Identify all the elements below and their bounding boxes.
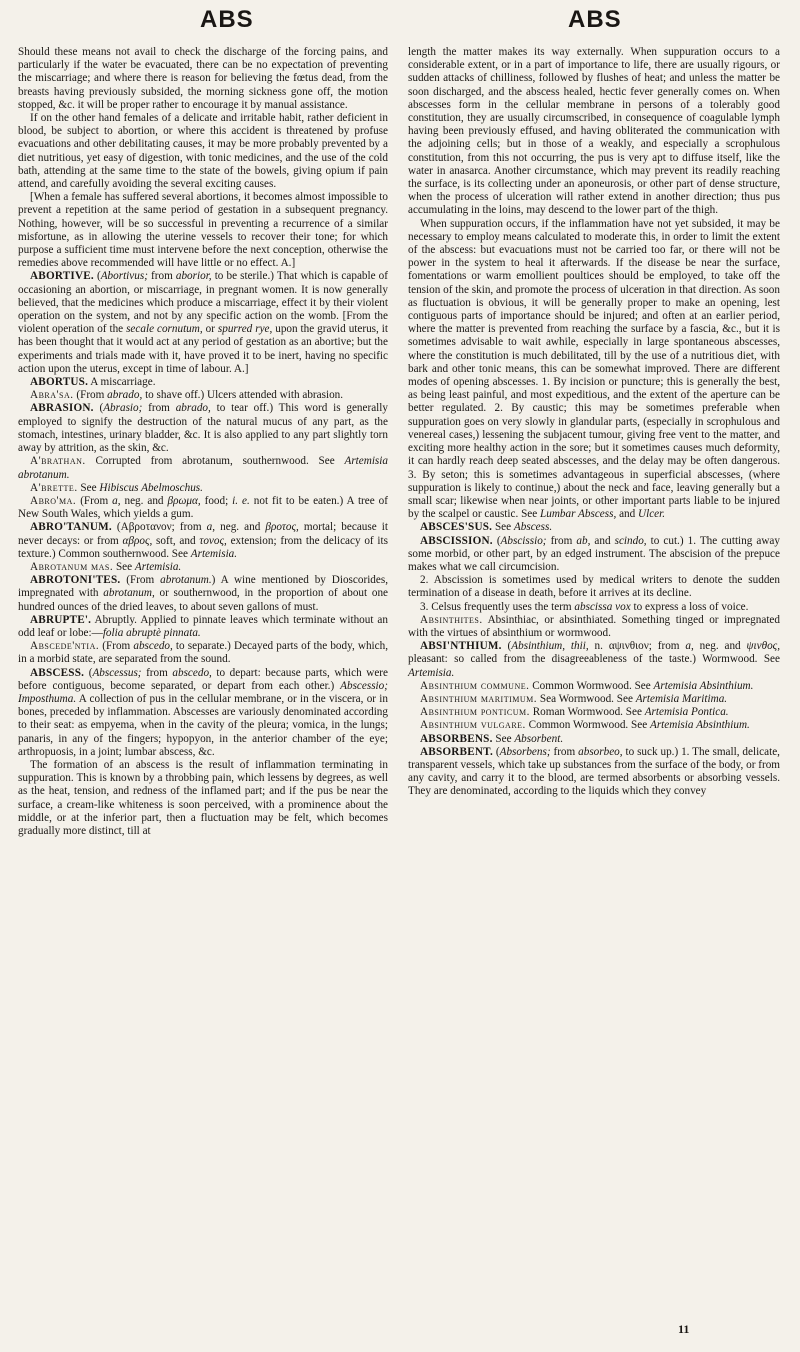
body-text: ) A wine mentioned by Dioscorides, impregnated with <box>18 574 389 600</box>
body-text: length the matter makes its way externally. When suppuration occurs to a considerable extent, or in a part of importance to life, there are usually rigours, or sudden attacks of chilliness, followed by flushes of heat; and unless the matter be soon discharged, and the abscess healed, hectic fever generally comes on. When abscesses form in the cellular membrane in persons of a tolerably good constitution, they are usually circumscribed, in consequence of coagulable lymph having been previously effused, and having obliterated the communication with the adjoining cells; but in those of a weakly, and especially a scrophulous constitution, from this not occurring, the pus is very apt to diffuse itself, like the water in anasarca. Another circumstance, which may prevent its readily reaching the surface, is its collecting under an aponeurosis, or other part of dense structure, when the process of ulceration will rather extend in another direction; thus pus accumulating in the loins, may descend to the lower part of the thigh. <box>408 46 780 217</box>
body-text: Corrupted from abrotanum, southernwood. See <box>85 455 345 468</box>
italic-text: a, <box>685 640 694 653</box>
dictionary-entry <box>408 693 780 706</box>
body-text: See <box>492 732 515 745</box>
italic-text: Absorbent. <box>514 732 564 745</box>
headword: Absinthium ponticum. <box>420 706 530 719</box>
italic-text: αβρος, <box>122 534 153 547</box>
headword: ABSORBENS. <box>420 732 493 745</box>
italic-text: Artemisia. <box>190 547 238 560</box>
paragraph <box>408 46 780 218</box>
body-text: A miscarriage. <box>88 376 156 389</box>
body-text: pleasant: so called from the disagreeableness of the taste.) Wormwood. See <box>408 653 780 666</box>
body-text: to express a loss of voice. <box>630 600 749 613</box>
dictionary-entry <box>408 706 780 719</box>
headword: Absinthium commune. <box>420 679 530 692</box>
body-text: from <box>550 745 579 758</box>
dictionary-entry <box>408 614 780 640</box>
running-head-left: ABS <box>200 6 254 33</box>
headword: ABSI'NTHIUM. <box>420 640 502 653</box>
body-text: Sea Wormwood. See <box>537 692 636 705</box>
italic-text: Lumbar Abscess, <box>540 508 617 521</box>
running-head <box>0 6 800 40</box>
body-text: When suppuration occurs, if the inflammation have not yet subsided, it may be necessary to employ means calculated to moderate this, in order to limit the extent of the abscess: but evacuations must not be carried too far, or there will not be power in the system to heal it afterwards. If the disease be near the surface, fomentations or warm emollient poultices should be employed, to take off the tension of the skin, and promote the process of ulceration in that direction. As soon as fluctuation is obvious, it will be generally proper to make an opening, lest contiguous parts of importance should be injured; and often at an earlier period, where the matter is prevented from reaching the surface by a fascia, &c., but it is sometimes advisable to wait awhile, especially in large spontaneous abscesses, where the constitution is much debilitated, till by the use of a nutritious diet, with bark and other tonic means, this can be somewhat improved. There are different modes of opening abscesses. 1. By incision or puncture; this is generally the best, as being least painful, and most expeditious, and the extent of the aperture can be better regulated. 2. By caustic; this may be sometimes preferable when suppuration goes on very slowly in glandular parts, (especially in scrophulous and venereal cases,) lessening the subjacent tumour, giving free vent to the matter, and exciting more healthy action in the sore; but it sometimes causes much deformity, it can hardly reach deep seated abscesses, and the delay may be often dangerous. 3. By seton; this is sometimes advantageous in superficial abscesses, (where suppuration is likely to continue,) about the neck and face, leaving generally but a small scar; likewise when near joints, or other important parts liable to be injured by the scalpel or caustic. See <box>408 217 780 521</box>
body-text: (From <box>99 640 134 653</box>
body-text: Common Wormwood. See <box>525 719 650 732</box>
paragraph <box>408 601 780 614</box>
body-text: (From <box>73 389 108 402</box>
paragraph <box>18 191 388 270</box>
headword: A'brathan. <box>30 455 86 468</box>
italic-text: Artemisia abrotanum. <box>18 455 388 481</box>
body-text: [When a female has suffered several abortions, it becomes almost impossible to prevent a repetition at the same period of gestation in a subsequent pregnancy. Nothing, however, will be so successful in preventing a recurrence of a similar misfortune, as in allowing the uterine vessels to recover their tone; for which purpose a sufficient time must intervene before the next conception, otherwise the remedies above recommended will have little or no effect. A.] <box>18 191 388 270</box>
dictionary-entry <box>18 455 388 481</box>
body-text: to tear off.) This word is generally employed to signify the destruction of the natural mucus of any part, as the stomach, intestines, urinary bladder, &c. It is also applied to any part slightly torn away by attrition, as the skin, &c. <box>18 402 388 455</box>
body-text: (From <box>120 574 161 587</box>
paragraph <box>18 759 388 838</box>
body-text: n. αψινθιον; from <box>588 640 686 653</box>
headword: ABORTUS. <box>30 376 89 389</box>
body-text: Should these means not avail to check the discharge of the forcing pains, and particularly if the water be evacuated, there can be no expectation of preventing the miscarriage; and where there is reason for believing the fœtus dead, from the breasts having previously subsided, the morning sickness gone off, the motion stopped, &c. it will be proper rather to encourage it by manual assistance. <box>18 46 388 111</box>
body-text: A collection of pus in the cellular membrane, or in the viscera, or in bones, preceded by inflammation. Abscesses are variously denominated according to their seat: as empyema, when in the cavity of the pleura; vomica, in the lungs; panaris, in any of the fingers; hypopyon, in the anterior chamber of the eye; arthropuosis, in a joint; lumbar abscess, &c. <box>18 692 388 758</box>
paragraph <box>408 574 780 600</box>
headword: ABSCESS. <box>30 666 85 679</box>
italic-text: a, <box>112 494 121 507</box>
body-text: 3. Celsus frequently uses the term <box>420 600 575 613</box>
paragraph <box>18 112 388 191</box>
dictionary-entry <box>408 640 780 680</box>
body-text: ( <box>492 745 500 758</box>
headword: Abrotanum mas. <box>30 560 114 573</box>
dictionary-entry <box>408 733 780 746</box>
italic-text: Ulcer. <box>638 508 666 521</box>
paragraph <box>18 46 388 112</box>
body-text: from <box>147 270 176 283</box>
italic-text: abrotanum, <box>103 587 155 600</box>
body-text: See <box>113 560 135 573</box>
italic-text: abrado, <box>175 402 211 415</box>
body-text: to depart: because parts, which were before contiguous, become separated, or depart from each other.) <box>18 666 388 692</box>
body-text: ( <box>93 402 104 415</box>
dictionary-entry <box>18 270 388 376</box>
body-text: to shave off.) Ulcers attended with abrasion. <box>142 389 344 402</box>
headword: A'brette. <box>30 481 78 494</box>
running-head-right: ABS <box>568 6 622 33</box>
italic-text: abscedo, <box>172 666 212 679</box>
dictionary-entry <box>18 389 388 402</box>
headword: ABORTIVE. <box>30 270 94 283</box>
body-text: to cut.) 1. The cutting away some morbid, or other part, by an edged instrument. The abscision of the prepuce makes what we call circumcision. <box>408 534 780 573</box>
signature-mark: 11 <box>678 1322 690 1336</box>
body-text: from <box>141 666 173 679</box>
body-text: to separate.) Decayed parts of the body, which, in a morbid state, are separated from the sound. <box>18 640 389 666</box>
italic-text: abscedo, <box>133 640 173 653</box>
body-text: (From <box>76 494 113 507</box>
body-text: soft, and <box>152 534 200 547</box>
dictionary-entry <box>18 574 388 614</box>
left-text-column <box>18 46 388 838</box>
headword: Absinthites. <box>420 613 483 626</box>
dictionary-entry <box>18 640 388 666</box>
headword: ABROTONI'TES. <box>30 574 121 587</box>
italic-text: ψινθος, <box>746 640 780 653</box>
dictionary-entry <box>18 521 388 561</box>
body-text: Absinthiac, or absinthiated. Something tinged or impregnated with the virtues of absinthium or wormwood. <box>408 613 780 639</box>
body-text: extension; from the delicacy of its texture.) Common southernwood. See <box>18 534 388 560</box>
italic-text: a, <box>206 521 216 534</box>
body-text: to be sterile.) That which is capable of occasioning an abortion, or miscarriage, in pregnant women. It is now generally believed, that the medicines which produce a miscarriage, effect it by their violent operation on the system, and not by any specific action on the womb. [From the violent operation of the <box>18 270 388 336</box>
body-text: not fit to be eaten.) A tree of New South Wales, which yields a gum. <box>18 494 388 521</box>
italic-text: abrotanum. <box>160 574 212 587</box>
italic-text: Abscissio; <box>500 534 547 547</box>
dictionary-entry <box>408 535 780 575</box>
body-text: 2. Abscission is sometimes used by medical writers to denote the sudden termination of a disease in death, before it arrives at its decline. <box>408 574 780 600</box>
italic-text: Abscessus; <box>92 666 142 679</box>
italic-text: Artemisia Pontica. <box>644 706 729 719</box>
italic-text: scindo, <box>614 534 647 547</box>
body-text: neg. and <box>693 640 747 653</box>
italic-text: βρωμα, <box>167 494 201 507</box>
italic-text: abrado, <box>107 389 143 402</box>
body-text: neg. and <box>120 494 168 507</box>
headword: Abscede'ntia. <box>30 640 100 653</box>
italic-text: τονος, <box>199 534 227 547</box>
body-text: ( <box>501 640 512 653</box>
body-text: mortal; because it never decays: or from <box>18 521 388 547</box>
dictionary-entry <box>18 376 388 389</box>
italic-text: folia abruptè pinnata. <box>102 626 201 639</box>
body-text: Abruptly. Applied to pinnate leaves which terminate without an odd leaf or lobe:— <box>18 613 388 639</box>
body-text: Roman Wormwood. See <box>529 706 645 719</box>
headword: Abro'ma. <box>30 494 77 507</box>
headword: ABSORBENT. <box>420 745 493 758</box>
headword: Absinthium vulgare. <box>420 719 526 732</box>
body-text: ( <box>93 270 101 283</box>
italic-text: Absorbens; <box>499 745 551 758</box>
italic-text: Absinthium, thii, <box>511 640 589 653</box>
body-text: See <box>492 521 514 534</box>
body-text: neg. and <box>215 521 266 534</box>
italic-text: secale cornutum, <box>126 323 203 336</box>
dictionary-entry <box>18 561 388 574</box>
dictionary-entry <box>18 402 388 455</box>
italic-text: Artemisia. <box>134 560 182 573</box>
dictionary-entry <box>18 495 388 521</box>
italic-text: Abscessio; Imposthuma. <box>18 679 388 705</box>
italic-text: Abortivus; <box>100 270 148 283</box>
body-text: The formation of an abscess is the result of inflammation terminating in suppuration. This is known by a throbbing pain, which lessens by degrees, as well as the heat, tension, and redness of the inflamed part; and if the pus be near the surface, a cream-like whiteness is soon perceived, with a prominence about the middle, or at the inferior part, then a fluctuation may be felt, which becomes gradually more distinct, till at <box>18 758 388 837</box>
italic-text: i. e. <box>232 494 250 507</box>
body-text: or southernwood, in the proportion of about one hundred ounces of the dried leaves, to about seven gallons of must. <box>18 587 388 613</box>
italic-text: Abscess. <box>513 521 553 534</box>
italic-text: Abrasio; <box>103 402 143 415</box>
italic-text: ab, <box>576 534 591 547</box>
italic-text: βροτος, <box>265 521 299 534</box>
dictionary-entry <box>18 667 388 759</box>
headword: Abra'sa. <box>30 389 74 402</box>
body-text: (Αβροτανον; from <box>111 521 207 534</box>
body-text: food; <box>200 494 233 507</box>
headword: ABSCES'SUS. <box>420 521 493 534</box>
dictionary-entry <box>408 746 780 799</box>
italic-text: spurred rye, <box>217 323 273 336</box>
body-text: from <box>546 534 577 547</box>
headword: ABSCISSION. <box>420 534 493 547</box>
italic-text: Artemisia Maritima. <box>635 692 728 705</box>
dictionary-entry <box>18 614 388 640</box>
headword: Absinthium maritimum. <box>420 692 538 705</box>
dictionary-entry <box>408 719 780 732</box>
body-text: If on the other hand females of a delicate and irritable habit, rather deficient in blood, be subject to abortion, or where this accident is threatened by profuse evacuations and other debilitating causes, it may be more probably prevented by a diet nutritious, yet easy of digestion, with tonic medicines, and the use of the cold bath, attending at the same time to the state of the bowels, giving opium if pain attend, and carefully avoiding the several exciting causes. <box>18 112 388 191</box>
dictionary-entry <box>18 482 388 495</box>
body-text: ( <box>492 534 501 547</box>
body-text: ( <box>84 666 93 679</box>
body-text: or <box>202 323 218 336</box>
right-text-column <box>408 46 780 799</box>
body-text: and <box>616 508 639 521</box>
body-text: See <box>77 481 100 494</box>
headword: ABRUPTE'. <box>30 613 92 626</box>
body-text: upon the gravid uterus, it has been thought that it would act at any period of gestation as an abortive; but the experiments and trials made with it, have proved it to be inert, having no specific action upon the uterus, except in time of labour. A.] <box>18 323 388 375</box>
italic-text: absorbeo, <box>578 745 623 758</box>
body-text: from <box>142 402 176 415</box>
italic-text: abscissa vox <box>574 600 631 613</box>
body-text: and <box>590 534 615 547</box>
dictionary-entry <box>408 521 780 534</box>
body-text: to suck up.) 1. The small, delicate, transparent vessels, which take up substances from the surface of the body, or from any cavity, and carry it to the blood, are termed absorbents or absorbing vessels. They are denominated, according to the liquids which they convey <box>408 745 780 798</box>
headword: ABRASION. <box>30 402 94 415</box>
italic-text: Artemisia. <box>408 666 455 679</box>
italic-text: aborior, <box>175 270 212 283</box>
italic-text: Artemisia Absinthium. <box>649 719 750 732</box>
headword: ABRO'TANUM. <box>30 521 112 534</box>
dictionary-entry <box>408 680 780 693</box>
body-text: Common Wormwood. See <box>529 679 654 692</box>
italic-text: Artemisia Absinthium. <box>653 679 754 692</box>
paragraph <box>408 218 780 522</box>
italic-text: Hibiscus Abelmoschus. <box>99 481 203 494</box>
